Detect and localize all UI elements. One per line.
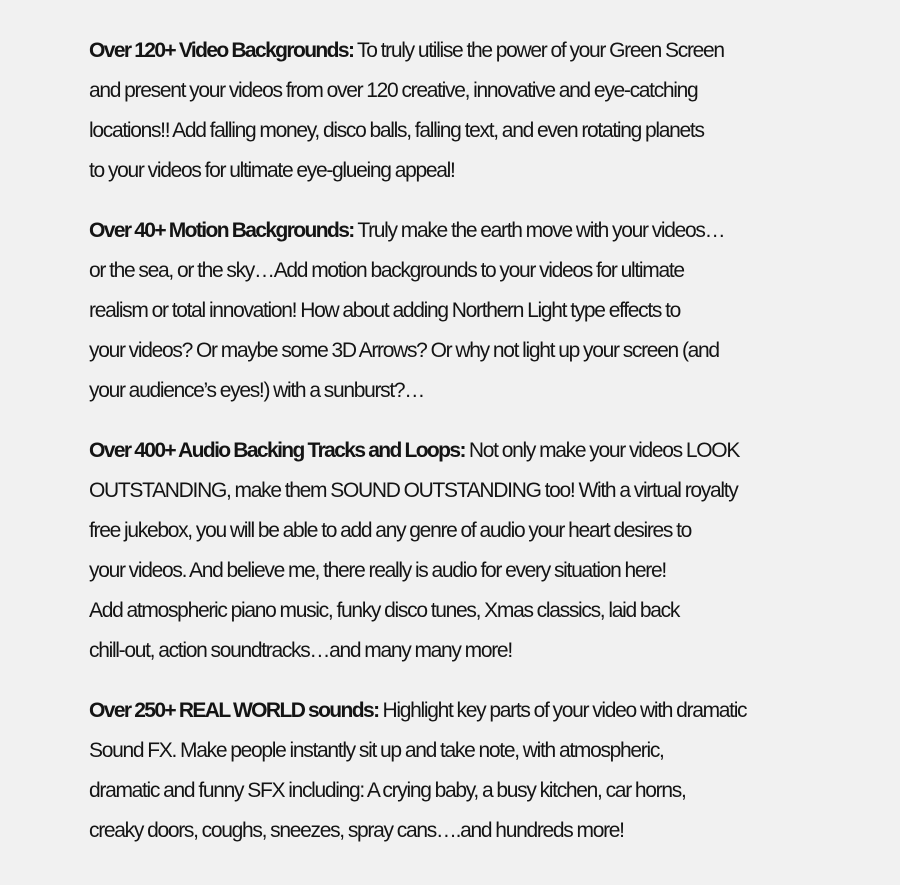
- feature-heading: Over 400+ Audio Backing Tracks and Loops:: [89, 439, 465, 462]
- paragraph-line: [89, 431, 811, 471]
- paragraph-line: free jukebox, you will be able to add any genre of audio your heart desires to: [89, 519, 692, 542]
- paragraph-line: locations!! Add falling money, disco balls, falling text, and even rotating planets: [89, 119, 704, 142]
- paragraph-line: or the sea, or the sky…Add motion backgrounds to your videos for ultimate: [89, 259, 684, 282]
- paragraph-line: your audience’s eyes!) with a sunburst?…: [89, 379, 424, 402]
- paragraph-line: Sound FX. Make people instantly sit up and take note, with atmospheric,: [89, 739, 664, 762]
- feature-heading: Over 250+ REAL WORLD sounds:: [89, 699, 379, 722]
- paragraph-line: [89, 31, 811, 71]
- feature-text: To truly utilise the power of your Green Screen: [353, 39, 724, 62]
- paragraph-line: creaky doors, coughs, sneezes, spray cans….and hundreds more!: [89, 819, 624, 842]
- paragraph-line: and present your videos from over 120 creative, innovative and eye-catching: [89, 79, 698, 102]
- feature-text: Truly make the earth move with your videos…: [353, 219, 725, 242]
- feature-paragraph-video-backgrounds: [89, 31, 811, 191]
- paragraph-line: OUTSTANDING, make them SOUND OUTSTANDING too! With a virtual royalty: [89, 479, 738, 502]
- paragraph-line: [89, 691, 811, 731]
- feature-paragraph-motion-backgrounds: [89, 211, 811, 411]
- feature-text: Not only make your videos LOOK: [464, 439, 740, 462]
- paragraph-line: dramatic and funny SFX including: A crying baby, a busy kitchen, car horns,: [89, 779, 686, 802]
- paragraph-line: your videos? Or maybe some 3D Arrows? Or why not light up your screen (and: [89, 339, 719, 362]
- feature-list: [89, 31, 811, 871]
- feature-heading: Over 40+ Motion Backgrounds:: [89, 219, 354, 242]
- paragraph-line: your videos. And believe me, there really is audio for every situation here!: [89, 559, 666, 582]
- feature-paragraph-audio-tracks: [89, 431, 811, 671]
- paragraph-line: Add atmospheric piano music, funky disco tunes, Xmas classics, laid back: [89, 599, 680, 622]
- paragraph-line: chill-out, action soundtracks…and many many more!: [89, 639, 512, 662]
- feature-text: Highlight key parts of your video with dramatic: [378, 699, 747, 722]
- feature-heading: Over 120+ Video Backgrounds:: [89, 39, 354, 62]
- paragraph-line: realism or total innovation! How about adding Northern Light type effects to: [89, 299, 681, 322]
- paragraph-line: [89, 211, 811, 251]
- feature-paragraph-real-world-sounds: [89, 691, 811, 851]
- paragraph-line: to your videos for ultimate eye-glueing appeal!: [89, 159, 455, 182]
